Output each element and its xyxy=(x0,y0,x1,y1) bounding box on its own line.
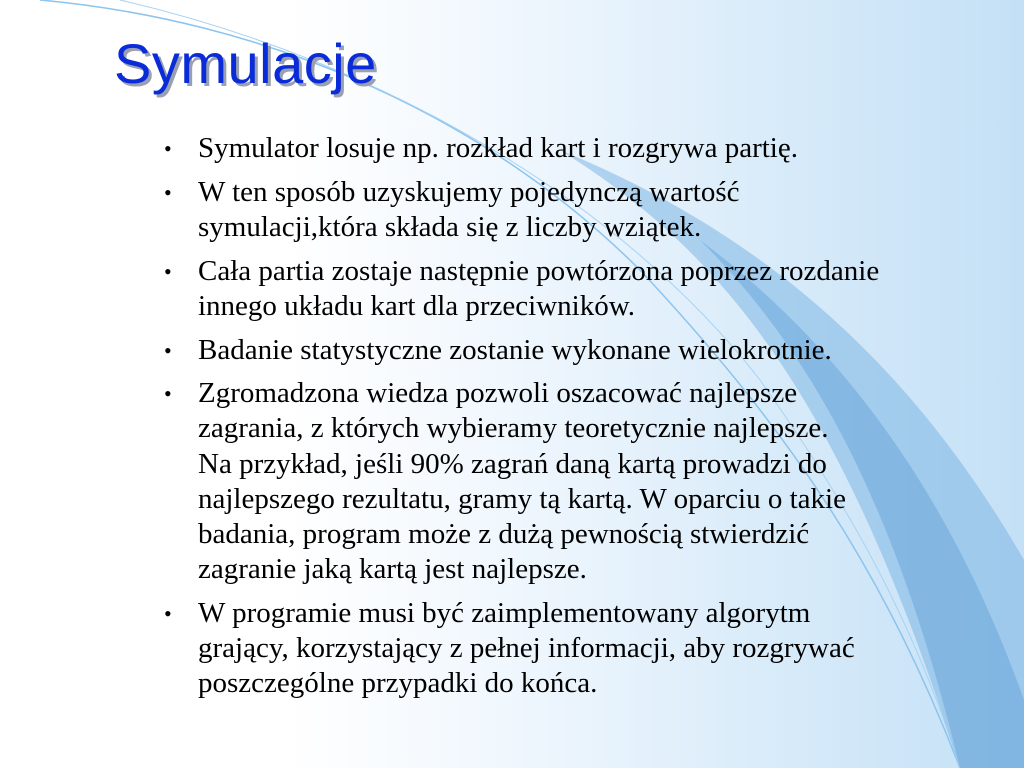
slide-title: Symulacje xyxy=(114,32,377,95)
bullet-item xyxy=(160,596,1010,702)
bullet-line: Cała partia zostaje następnie powtórzona poprzez rozdanie xyxy=(198,254,880,287)
bullet-item xyxy=(160,131,1010,166)
bullet-line: zagrania, z których wybieramy teoretycznie najlepsze. xyxy=(198,412,829,445)
bullet-line: Na przykład, jeśli 90% zagrań daną kartą prowadzi do xyxy=(198,447,827,480)
bullet-line: najlepszego rezultatu, gramy tą kartą. W oparciu o takie xyxy=(198,482,846,515)
bullet-dot-icon: • xyxy=(164,136,172,161)
bullet-dot-icon: • xyxy=(164,381,172,407)
bullet-line: symulacji,która składa się z liczby wziątek. xyxy=(198,210,702,243)
bullet-dot-icon: • xyxy=(164,179,172,205)
bullet-line: W programie musi być zaimplementowany algorytm xyxy=(198,596,811,629)
bullet-line: Zgromadzona wiedza pozwoli oszacować najlepsze xyxy=(198,377,798,410)
bullet-item xyxy=(160,333,1010,368)
bullet-list xyxy=(160,131,1010,710)
bullet-item xyxy=(160,254,1010,324)
bullet-line: poszczególne przypadki do końca. xyxy=(198,667,598,700)
bullet-dot-icon: • xyxy=(164,258,172,284)
bullet-item xyxy=(160,376,1010,587)
bullet-line: innego układu kart dla przeciwników. xyxy=(198,289,636,322)
bullet-line: Badanie statystyczne zostanie wykonane wielokrotnie. xyxy=(198,333,832,366)
bullet-line: zagranie jaką kartą jest najlepsze. xyxy=(198,553,587,586)
bullet-line: grający, korzystający z pełnej informacji, aby rozgrywać xyxy=(198,632,855,665)
bullet-line: W ten sposób uzyskujemy pojedynczą wartość xyxy=(198,175,740,208)
bullet-dot-icon: • xyxy=(164,337,172,363)
bullet-line: badania, program może z dużą pewnością stwierdzić xyxy=(198,518,810,551)
bullet-item xyxy=(160,175,1010,245)
bullet-line: Symulator losuje np. rozkład kart i rozgrywa partię. xyxy=(198,132,798,164)
bullet-dot-icon: • xyxy=(164,600,172,626)
